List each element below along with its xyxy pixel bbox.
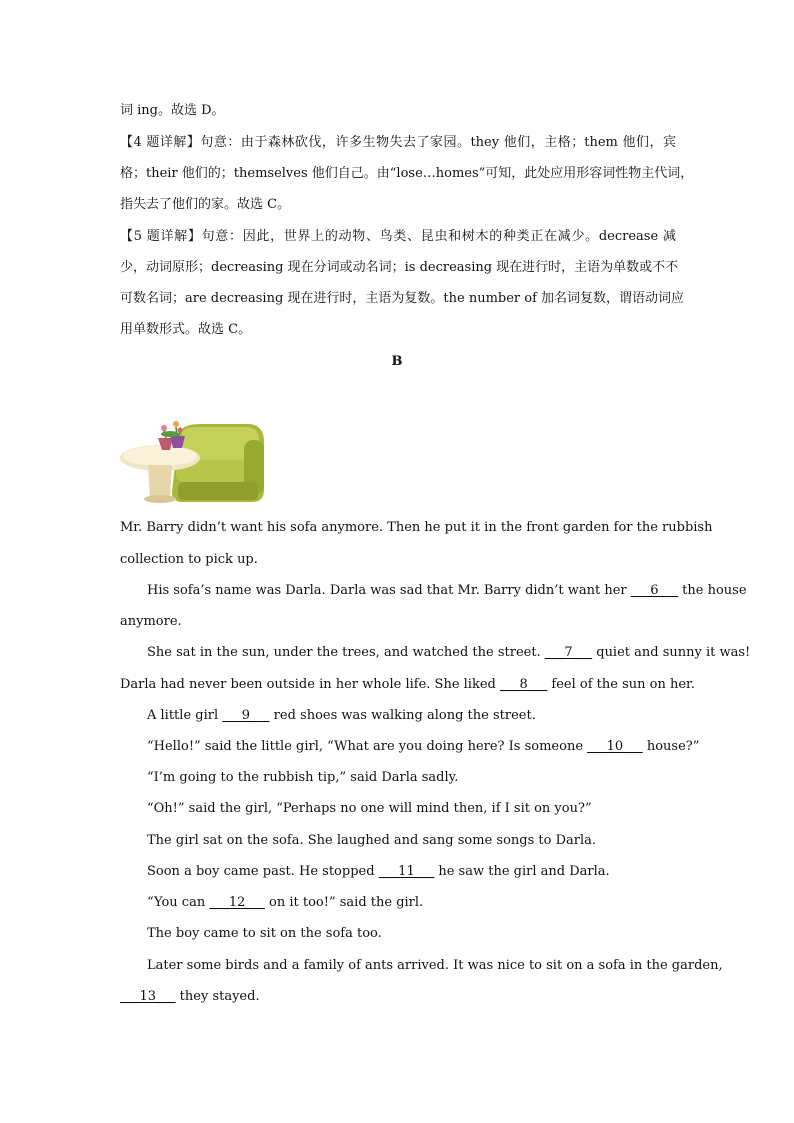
blank-9[interactable]: ___9___ bbox=[222, 708, 270, 723]
explanation-q3-tail: 词 ing。故选 D。 bbox=[120, 103, 225, 118]
passage-p7: “Oh!” said the girl, “Perhaps no one will mind then, if I sit on you?” bbox=[147, 801, 592, 816]
explanation-q5-line4: 用单数形式。故选 C。 bbox=[120, 322, 252, 337]
passage-p1-line1: Mr. Barry didn’t want his sofa anymore. Then he put it in the front garden for the rubbish bbox=[120, 520, 713, 535]
passage-p8: The girl sat on the sofa. She laughed and sang some songs to Darla. bbox=[147, 833, 597, 848]
blank-8[interactable]: ___8___ bbox=[499, 677, 548, 692]
blank-10[interactable]: ___10___ bbox=[587, 739, 643, 754]
passage-p3-line1: She sat in the sun, under the trees, and watched the street. ___7___ quiet and sunny it was! bbox=[147, 645, 751, 660]
section-title: B bbox=[391, 354, 403, 369]
explanation-q5-line3: 可数名词；are decreasing 现在进行时，主语为复数。the number of 加名词复数，谓语动词应 bbox=[120, 291, 685, 306]
blank-6[interactable]: ___6___ bbox=[630, 583, 679, 598]
passage-p12-line1: Later some birds and a family of ants arrived. It was nice to sit on a sofa in the garden, bbox=[147, 958, 723, 973]
passage-p2-line1: His sofa’s name was Darla. Darla was sad that Mr. Barry didn’t want her ___6___ the house bbox=[147, 583, 747, 598]
passage-p5: “Hello!” said the little girl, “What are you doing here? Is someone ___10___ house?” bbox=[147, 739, 700, 754]
explanation-q4-line3: 指失去了他们的家。故选 C。 bbox=[120, 197, 291, 212]
explanation-q5-line2: 少，动词原形；decreasing 现在分词或动名词；is decreasing 现在进行时，主语为单数或不不 bbox=[120, 260, 679, 275]
blank-13[interactable]: ___13___ bbox=[120, 989, 176, 1004]
blank-7[interactable]: ___7___ bbox=[544, 645, 593, 660]
explanation-q4-line2: 格；their 他们的；themselves 他们自己。由“lose…homes”可知，此处应用形容词性物主代词， bbox=[120, 166, 694, 181]
explanation-q5-line1: 【5 题详解】句意：因此，世界上的动物、鸟类、昆虫和树木的种类正在减少。decrease 减 bbox=[120, 229, 676, 244]
passage-p4: A little girl ___9___ red shoes was walking along the street. bbox=[147, 708, 536, 723]
passage-p6: “I’m going to the rubbish tip,” said Darla sadly. bbox=[147, 770, 459, 785]
sofa-illustration bbox=[120, 410, 265, 510]
blank-11[interactable]: ___11___ bbox=[378, 864, 435, 879]
passage-p9: Soon a boy came past. He stopped ___11___ he saw the girl and Darla. bbox=[147, 864, 610, 879]
passage-p3-line2: Darla had never been outside in her whole life. She liked ___8___ feel of the sun on her. bbox=[120, 677, 695, 692]
passage-p10: “You can ___12___ on it too!” said the girl. bbox=[147, 895, 424, 910]
explanation-q4-line1: 【4 题详解】句意：由于森林砍伐，许多生物失去了家园。they 他们，主格；them 他们，宾 bbox=[120, 135, 676, 150]
passage-p2-line2: anymore. bbox=[120, 614, 182, 629]
passage-p1-line2: collection to pick up. bbox=[120, 552, 258, 567]
passage-p11: The boy came to sit on the sofa too. bbox=[147, 926, 382, 941]
passage-p12-line2: ___13___ they stayed. bbox=[120, 989, 260, 1004]
blank-12[interactable]: ___12___ bbox=[209, 895, 265, 910]
